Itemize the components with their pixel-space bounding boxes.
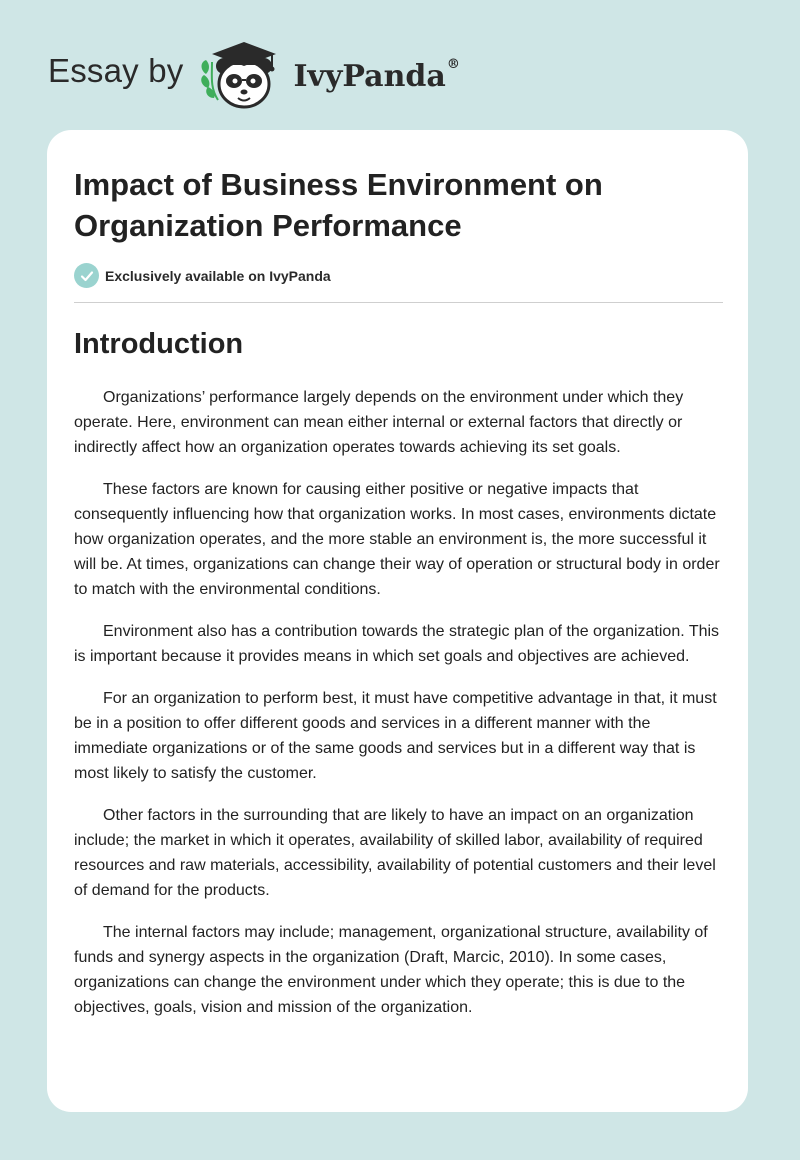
- essay-card: [47, 130, 748, 1112]
- essay-title: Impact of Business Environment on Organization Performance: [74, 167, 603, 243]
- exclusive-badge-text: Exclusively available on IvyPanda: [105, 267, 331, 284]
- paragraph: Organizations’ performance largely depends on the environment under which they operate. Here, environment can mean either internal or external factors that directly or indirectly affect how an organization operates towards achieving its set goals.: [74, 389, 684, 456]
- paragraph: Other factors in the surrounding that are likely to have an impact on an organization include; the market in which it operates, availability of skilled labor, availability of required resources and raw materials, accessibility, availability of potential customers and their level of demand for the products.: [74, 807, 716, 899]
- exclusive-badge: [74, 263, 331, 288]
- paragraph: The internal factors may include; management, organizational structure, availability of funds and synergy aspects in the organization (Draft, Marcic, 2010). In some cases, organizations can change the environment under which they operate; this is due to the objectives, goals, vision and mission of the organization.: [74, 924, 708, 1016]
- brand-name[interactable]: IvyPanda®: [293, 56, 460, 94]
- divider: [74, 302, 723, 303]
- essay-body: [74, 385, 726, 1037]
- site-header: [48, 36, 460, 112]
- paragraph: Environment also has a contribution towards the strategic plan of the organization. This is important because it provides means in which set goals and objectives are achieved.: [74, 623, 720, 665]
- paragraph: For an organization to perform best, it must have competitive advantage in that, it must be in a position to offer different goods and services in a different manner with the immediate organizations or of the same goods and services but in a different way that is most likely to satisfy the customer.: [74, 690, 717, 782]
- check-icon: [74, 263, 99, 288]
- panda-graduate-logo-icon[interactable]: [198, 36, 290, 112]
- essay-by-label: Essay by: [48, 52, 184, 89]
- registered-mark: ®: [446, 56, 460, 72]
- paragraph: These factors are known for causing either positive or negative impacts that consequently influencing how that organization works. In most cases, environments dictate how organization operates, and the more stable an environment is, the more successful it will be. At times, organizations can change their way of operation or structural body in order to match with the environmental conditions.: [74, 481, 720, 598]
- section-heading-introduction: Introduction: [74, 328, 244, 360]
